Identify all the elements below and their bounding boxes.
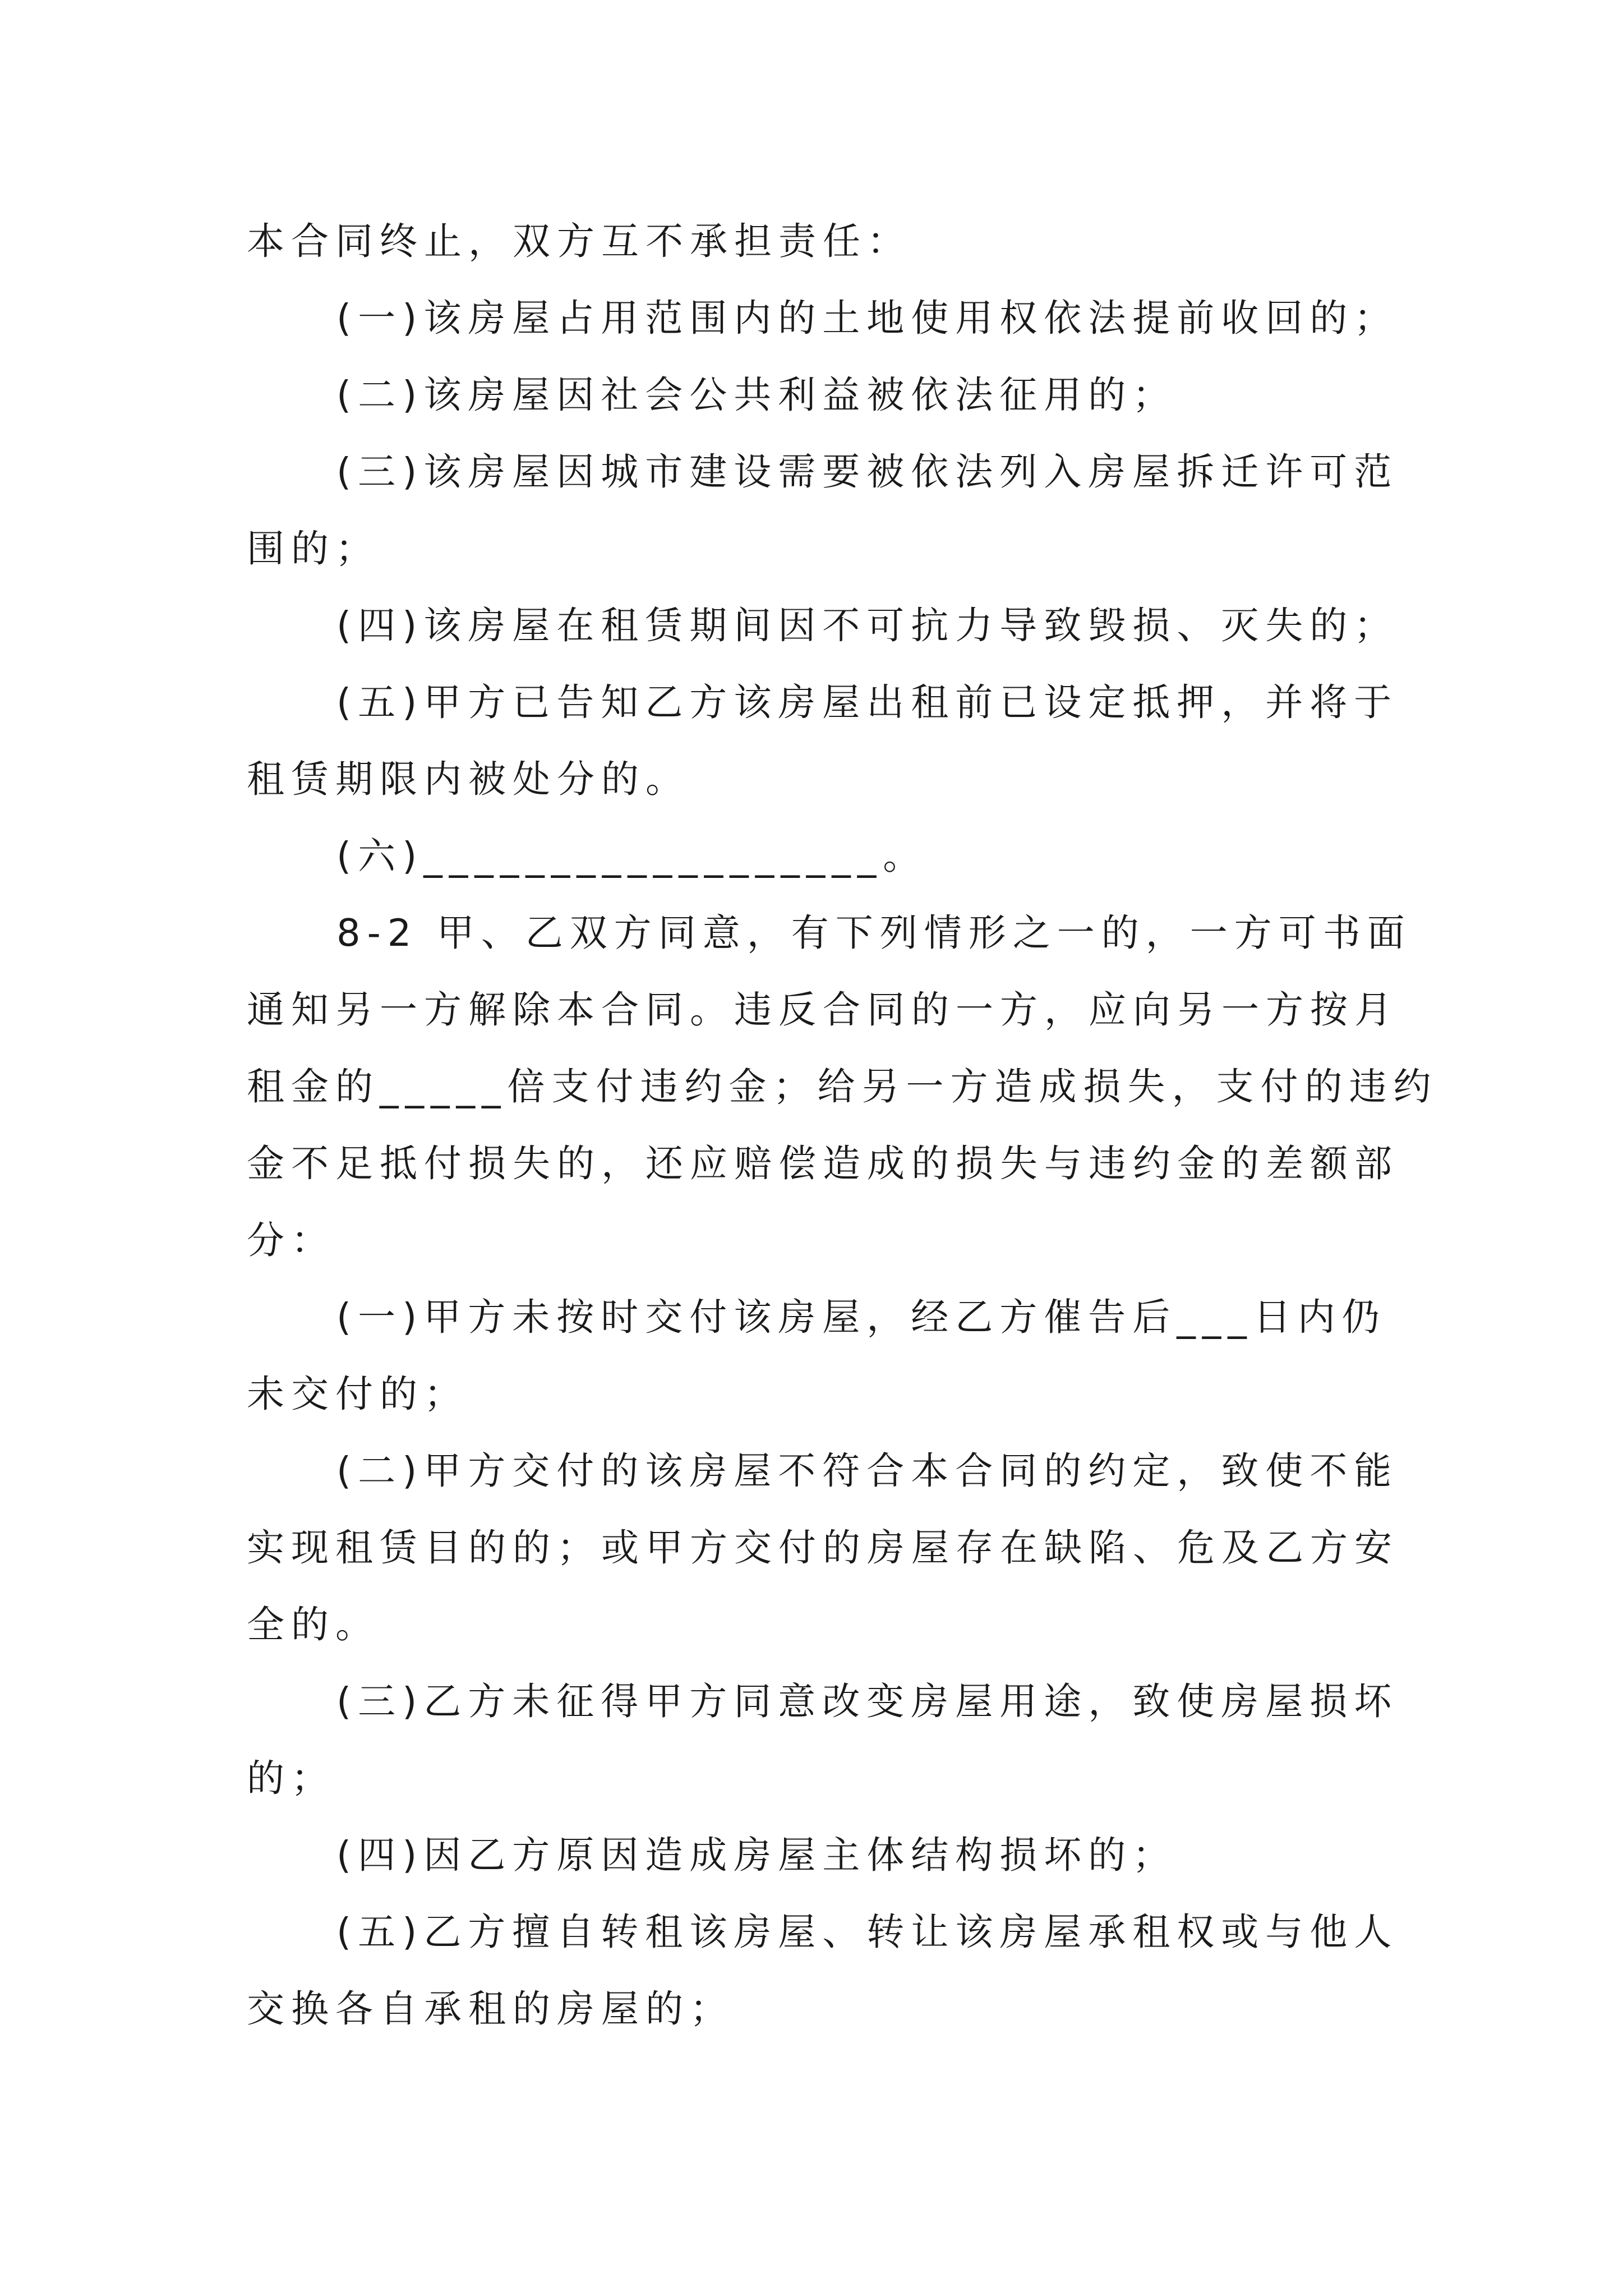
text-line: (三)乙方未征得甲方同意改变房屋用途，致使房屋损坏 <box>336 1680 1399 1723</box>
text-line: (二)该房屋因社会公共利益被依法征用的； <box>336 373 1177 417</box>
text-line: 的； <box>247 1756 335 1800</box>
text-line: (二)甲方交付的该房屋不符合本合同的约定，致使不能 <box>336 1449 1399 1493</box>
text-line: 围的； <box>247 527 380 570</box>
text-line: (三)该房屋因城市建设需要被依法列入房屋拆迁许可范 <box>336 450 1399 494</box>
text-line: (五)乙方擅自转租该房屋、转让该房屋承租权或与他人 <box>336 1910 1399 1954</box>
text-line: (一)该房屋占用范围内的土地使用权依法提前收回的； <box>336 296 1399 340</box>
text-line: 8-2 甲、乙双方同意，有下列情形之一的，一方可书面 <box>336 911 1412 955</box>
text-line: 本合同终止，双方互不承担责任： <box>247 219 911 263</box>
text-line: 分： <box>247 1218 335 1262</box>
text-line: 租金的_____倍支付违约金；给另一方造成损失，支付的违约 <box>247 1065 1438 1108</box>
text-line: 全的。 <box>247 1603 380 1646</box>
text-line: 未交付的； <box>247 1372 468 1416</box>
text-line: (四)该房屋在租赁期间因不可抗力导致毁损、灭失的； <box>336 604 1399 647</box>
text-line: 租赁期限内被处分的。 <box>247 757 690 801</box>
text-line: 交换各自承租的房屋的； <box>247 1987 734 2031</box>
text-line: (五)甲方已告知乙方该房屋出租前已设定抵押，并将于 <box>336 680 1399 724</box>
text-line: (四)因乙方原因造成房屋主体结构损坏的； <box>336 1833 1177 1877</box>
text-line: (一)甲方未按时交付该房屋，经乙方催告后___日内仍 <box>336 1295 1386 1339</box>
text-line: 通知另一方解除本合同。违反合同的一方，应向另一方按月 <box>247 988 1399 1032</box>
text-line: 金不足抵付损失的，还应赔偿造成的损失与违约金的差额部 <box>247 1142 1399 1185</box>
text-line: (六)__________________。 <box>336 834 928 878</box>
text-line: 实现租赁目的的；或甲方交付的房屋存在缺陷、危及乙方安 <box>247 1526 1399 1570</box>
